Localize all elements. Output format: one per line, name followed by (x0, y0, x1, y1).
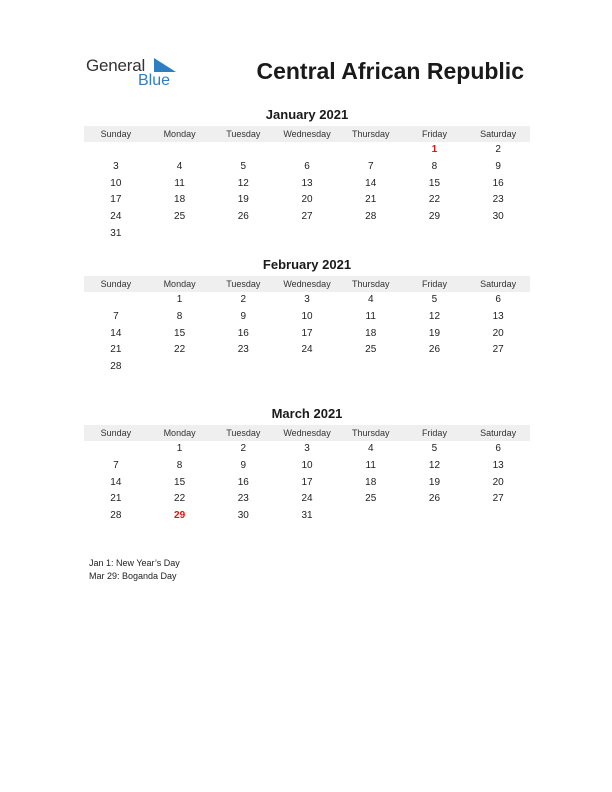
day-cell: 1 (176, 294, 183, 305)
day-cell: 15 (174, 327, 186, 339)
day-cell: 23 (237, 344, 249, 356)
weekday-label: Tuesday (226, 279, 261, 289)
week-row (84, 458, 530, 475)
day-cell: 14 (110, 327, 122, 339)
day-cell (148, 226, 212, 243)
holiday-note: Mar 29: Boganda Day (89, 571, 177, 581)
week-row (84, 176, 530, 193)
day-cell (339, 359, 403, 376)
weekday-label: Sunday (100, 129, 132, 139)
day-cell: 17 (301, 476, 313, 488)
day-cell: 25 (365, 493, 377, 505)
logo-blue-text: Blue (138, 72, 171, 89)
day-cell (211, 142, 275, 159)
day-cell: 28 (110, 361, 122, 373)
day-cell: 19 (428, 327, 441, 339)
day-cell: 10 (301, 459, 313, 471)
day-cell: 30 (492, 211, 504, 223)
day-cell: 10 (110, 177, 122, 189)
weekday-label: Monday (163, 428, 196, 438)
weekday-label: Tuesday (226, 428, 261, 438)
day-cell: 3 (304, 294, 310, 305)
day-cell: 19 (428, 476, 441, 488)
week-row (84, 342, 530, 359)
day-cell: 30 (237, 510, 249, 522)
weekday-header-row (84, 126, 530, 142)
day-cell (84, 292, 148, 309)
weekday-label: Saturday (480, 129, 517, 139)
day-cell (339, 508, 403, 525)
day-cell: 27 (492, 344, 504, 356)
day-cell: 7 (367, 160, 374, 172)
day-cell: 22 (428, 194, 441, 206)
weekday-label: Sunday (100, 428, 132, 438)
week-row (84, 508, 530, 525)
weekday-label: Friday (421, 279, 447, 289)
week-row (84, 192, 530, 209)
month-title: February 2021 (262, 257, 352, 272)
calendar-grid (84, 142, 530, 243)
day-cell: 27 (492, 493, 504, 505)
day-cell: 8 (431, 160, 438, 172)
day-cell: 2 (240, 443, 247, 454)
day-cell: 23 (237, 493, 249, 505)
day-cell: 20 (492, 327, 504, 339)
day-cell: 14 (110, 476, 122, 488)
day-cell: 11 (365, 459, 376, 471)
day-cell (466, 226, 530, 243)
day-cell: 10 (301, 310, 313, 322)
weekday-label: Saturday (480, 279, 517, 289)
weekday-label: Thursday (351, 428, 390, 438)
day-cell: 1 (176, 443, 183, 454)
day-cell: 20 (492, 476, 504, 488)
day-cell (211, 359, 275, 376)
day-cell: 9 (495, 160, 501, 172)
weekday-label: Sunday (100, 279, 132, 289)
day-cell (275, 142, 339, 159)
day-cell (275, 226, 339, 243)
day-cell: 15 (428, 177, 441, 189)
day-cell: 2 (240, 294, 247, 305)
day-cell: 26 (428, 344, 441, 356)
day-cell: 24 (301, 344, 313, 356)
calendar-grid (84, 441, 530, 525)
day-cell (339, 226, 403, 243)
day-cell: 25 (365, 344, 377, 356)
day-cell: 31 (110, 227, 122, 239)
weekday-header-row (84, 425, 530, 441)
day-cell: 26 (237, 211, 249, 223)
week-row (84, 292, 530, 309)
day-cell (275, 359, 339, 376)
day-cell: 5 (240, 160, 247, 172)
day-cell: 17 (301, 327, 313, 339)
day-cell: 25 (174, 211, 186, 223)
holiday-day-cell: 1 (431, 144, 438, 155)
day-cell: 6 (495, 443, 501, 454)
weekday-label: Monday (163, 279, 196, 289)
day-cell: 16 (492, 177, 504, 189)
day-cell (403, 508, 467, 525)
week-row (84, 159, 530, 176)
logo-triangle-icon (154, 58, 176, 72)
day-cell: 16 (237, 476, 249, 488)
day-cell: 12 (428, 459, 441, 471)
day-cell: 8 (176, 310, 183, 322)
holiday-day-cell: 29 (174, 510, 186, 522)
day-cell: 6 (495, 294, 501, 305)
day-cell: 12 (237, 177, 249, 189)
day-cell: 18 (365, 476, 377, 488)
day-cell: 27 (301, 211, 313, 223)
week-row (84, 326, 530, 343)
day-cell: 28 (365, 211, 377, 223)
day-cell: 15 (174, 476, 186, 488)
month-title: March 2021 (271, 406, 343, 421)
weekday-label: Monday (163, 129, 196, 139)
day-cell (466, 508, 530, 525)
generalblue-logo (86, 56, 186, 92)
day-cell: 11 (365, 310, 376, 322)
day-cell: 23 (492, 194, 504, 206)
day-cell: 31 (301, 510, 313, 522)
day-cell (403, 226, 467, 243)
day-cell: 17 (110, 194, 122, 206)
day-cell: 9 (240, 459, 247, 471)
day-cell: 28 (110, 510, 122, 522)
day-cell: 26 (428, 493, 441, 505)
day-cell (84, 441, 148, 458)
day-cell: 13 (301, 177, 313, 189)
day-cell: 4 (367, 294, 374, 305)
day-cell: 4 (176, 160, 183, 172)
day-cell: 3 (304, 443, 310, 454)
day-cell: 29 (428, 211, 441, 223)
day-cell: 16 (237, 327, 249, 339)
day-cell: 18 (174, 194, 186, 206)
day-cell: 5 (431, 443, 438, 454)
day-cell: 13 (492, 310, 504, 322)
week-row (84, 142, 530, 159)
holiday-note: Jan 1: New Year’s Day (89, 558, 180, 568)
month-january (84, 106, 530, 243)
day-cell: 12 (428, 310, 441, 322)
week-row (84, 209, 530, 226)
day-cell: 11 (174, 177, 185, 189)
day-cell: 8 (176, 459, 183, 471)
day-cell: 24 (110, 211, 122, 223)
day-cell: 22 (174, 493, 186, 505)
weekday-label: Friday (421, 129, 447, 139)
weekday-label: Thursday (351, 129, 390, 139)
day-cell: 13 (492, 459, 504, 471)
week-row (84, 441, 530, 458)
day-cell: 4 (367, 443, 374, 454)
week-row (84, 475, 530, 492)
day-cell (466, 359, 530, 376)
day-cell: 24 (301, 493, 313, 505)
weekday-label: Wednesday (283, 129, 331, 139)
week-row (84, 226, 530, 243)
day-cell: 7 (113, 459, 119, 471)
month-february (84, 256, 530, 376)
day-cell: 18 (365, 327, 377, 339)
day-cell: 3 (113, 160, 119, 172)
weekday-label: Saturday (480, 428, 517, 438)
day-cell (148, 359, 212, 376)
day-cell: 5 (431, 294, 438, 305)
day-cell: 22 (174, 344, 186, 356)
weekday-label: Wednesday (283, 428, 331, 438)
day-cell (148, 142, 212, 159)
weekday-label: Wednesday (283, 279, 331, 289)
weekday-label: Friday (421, 428, 447, 438)
day-cell (339, 142, 403, 159)
day-cell: 6 (304, 160, 310, 172)
logo-general-text: General (86, 56, 146, 75)
calendar-grid (84, 292, 530, 376)
month-title: January 2021 (265, 107, 349, 122)
day-cell: 21 (110, 493, 122, 505)
day-cell (211, 226, 275, 243)
day-cell: 21 (365, 194, 377, 206)
country-title: Central African Republic (256, 58, 524, 84)
day-cell: 20 (301, 194, 313, 206)
month-march (84, 405, 530, 525)
weekday-label: Thursday (351, 279, 390, 289)
week-row (84, 309, 530, 326)
weekday-label: Tuesday (226, 129, 261, 139)
day-cell: 14 (365, 177, 377, 189)
day-cell: 2 (495, 144, 501, 155)
week-row (84, 491, 530, 508)
week-row (84, 359, 530, 376)
day-cell: 19 (237, 194, 249, 206)
holiday-notes (89, 557, 180, 583)
day-cell: 7 (113, 310, 119, 322)
weekday-header-row (84, 276, 530, 292)
day-cell: 21 (110, 344, 122, 356)
day-cell: 9 (240, 310, 247, 322)
day-cell (84, 142, 148, 159)
day-cell (403, 359, 467, 376)
